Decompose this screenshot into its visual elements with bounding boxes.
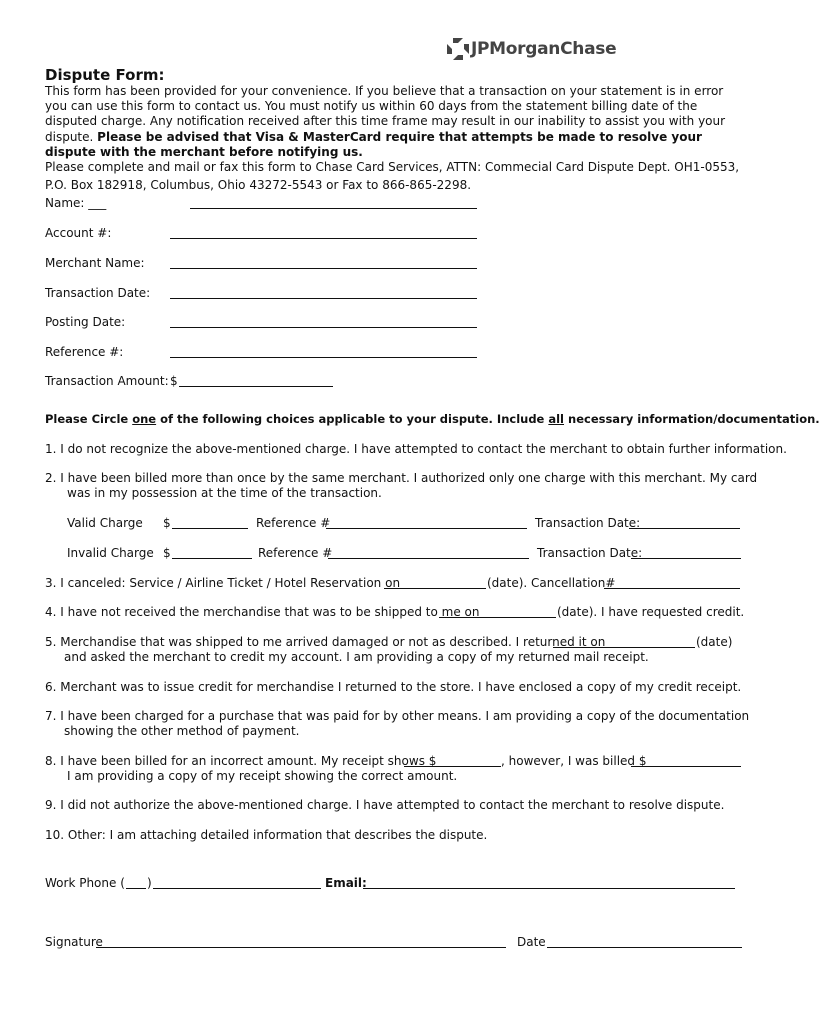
invalid-txdate-label: Transaction Date: [537, 546, 643, 560]
choice-8-mid: , however, I was billed $ [501, 754, 647, 768]
jpmorganchase-logo [447, 38, 616, 60]
date-label: Date [517, 935, 546, 949]
circle-instruction [45, 412, 820, 427]
choice-8[interactable]: 8. I have been billed for an incorrect amount. My receipt shows $ [45, 754, 437, 768]
choice-4[interactable]: 4. I have not received the merchandise that was to be shipped to me on [45, 605, 480, 619]
choice-8-line2: I am providing a copy of my receipt showing the correct amount. [67, 769, 458, 783]
valid-reference-label: Reference # [256, 516, 331, 530]
posting-date-label: Posting Date: [45, 315, 126, 329]
transaction-date-label: Transaction Date: [45, 286, 151, 300]
intro-mail-text: Please complete and mail or fax this form to Chase Card Services, ATTN: Commecial Card Dispute Dept. OH1-0553, [45, 160, 740, 175]
choice-3[interactable]: 3. I canceled: Service / Airline Ticket / Hotel Reservation on [45, 576, 401, 590]
name-field[interactable] [190, 208, 477, 209]
amount-dollar: $ [170, 374, 178, 388]
valid-txdate-field[interactable] [629, 528, 740, 529]
choice-3-tail: (date). Cancellation# [487, 576, 616, 590]
choice-5[interactable]: 5. Merchandise that was shipped to me arrived damaged or not as described. I returned it on [45, 635, 606, 649]
ship-date-field[interactable] [439, 617, 556, 618]
invalid-reference-field[interactable] [328, 558, 529, 559]
intro-paragraph [45, 84, 745, 193]
receipt-amount-field[interactable] [404, 766, 501, 767]
amount-label: Transaction Amount: [45, 374, 169, 388]
email-field[interactable] [363, 888, 735, 889]
choice-7[interactable]: 7. I have been charged for a purchase that was paid for by other means. I am providing a copy of the documentation [45, 709, 750, 723]
intro-bold-text: Please be advised that Visa & MasterCard require that attempts be made to resolve your dispute with the merchant before notifying us. [45, 129, 702, 159]
choice-2-line2: was in my possession at the time of the transaction. [67, 486, 382, 500]
intro-text: This form has been provided for your convenience. If you believe that a transaction on your statement is in error you can use this form to contact us. You must notify us within 60 days from the statement billing date of the disputed charge. Any notification received after this time frame may result in our inability to assist you with your dispute. [45, 84, 726, 144]
cancel-date-field[interactable] [384, 588, 486, 589]
cancellation-number-field[interactable] [604, 588, 740, 589]
billed-amount-field[interactable] [631, 766, 741, 767]
date-field[interactable] [547, 947, 742, 948]
choice-10[interactable]: 10. Other: I am attaching detailed information that describes the dispute. [45, 828, 488, 842]
invalid-dollar: $ [163, 546, 171, 560]
reference-field[interactable] [170, 357, 477, 358]
choice-2[interactable]: 2. I have been billed more than once by the same merchant. I authorized only one charge with this merchant. My card [45, 471, 758, 485]
account-label: Account #: [45, 226, 112, 240]
choice-7-line2: showing the other method of payment. [64, 724, 300, 738]
choice-6[interactable]: 6. Merchant was to issue credit for merchandise I returned to the store. I have enclosed a copy of my credit receipt. [45, 680, 742, 694]
name-label: Name: ___ [45, 196, 107, 210]
invalid-amount-field[interactable] [172, 558, 252, 559]
signature-field[interactable] [96, 947, 506, 948]
invalid-charge-label: Invalid Charge [67, 546, 154, 560]
form-title: Dispute Form: [45, 66, 165, 84]
valid-dollar: $ [163, 516, 171, 530]
merchant-field[interactable] [170, 268, 477, 269]
posting-date-field[interactable] [170, 327, 477, 328]
work-phone-label: Work Phone ( [45, 876, 125, 890]
choice-1[interactable]: 1. I do not recognize the above-mentioned charge. I have attempted to contact the merchant to obtain further information. [45, 442, 787, 456]
valid-charge-label: Valid Charge [67, 516, 143, 530]
work-phone-paren: ) [147, 876, 152, 890]
intro-address-text: P.O. Box 182918, Columbus, Ohio 43272-5543 or Fax to 866-865-2298. [45, 178, 472, 193]
valid-amount-field[interactable] [172, 528, 248, 529]
valid-txdate-label: Transaction Date: [535, 516, 641, 530]
amount-field[interactable] [179, 386, 333, 387]
work-phone-field[interactable] [153, 888, 321, 889]
instruction-pre: Please Circle [45, 412, 133, 426]
area-code-field[interactable] [126, 888, 146, 889]
choice-5-date: (date) [696, 635, 733, 649]
return-date-field[interactable] [553, 647, 695, 648]
logo-wordmark: JPMorganChase [471, 39, 617, 59]
valid-reference-field[interactable] [326, 528, 527, 529]
invalid-txdate-field[interactable] [631, 558, 741, 559]
choice-9[interactable]: 9. I did not authorize the above-mentioned charge. I have attempted to contact the merchant to resolve dispute. [45, 798, 725, 812]
email-label: Email: [325, 876, 367, 890]
account-field[interactable] [170, 238, 477, 239]
choice-5-line2: and asked the merchant to credit my account. I am providing a copy of my returned mail receipt. [64, 650, 649, 664]
choice-4-tail: (date). I have requested credit. [557, 605, 745, 619]
reference-label: Reference #: [45, 345, 124, 359]
octagon-logo-icon [447, 38, 469, 60]
invalid-reference-label: Reference # [258, 546, 333, 560]
transaction-date-field[interactable] [170, 298, 477, 299]
instruction-one: one [132, 412, 157, 426]
signature-label: Signature [45, 935, 103, 949]
instruction-mid: of the following choices applicable to your dispute. Include [156, 412, 549, 426]
merchant-label: Merchant Name: [45, 256, 145, 270]
instruction-post: necessary information/documentation. [564, 412, 820, 426]
instruction-all: all [548, 412, 565, 426]
